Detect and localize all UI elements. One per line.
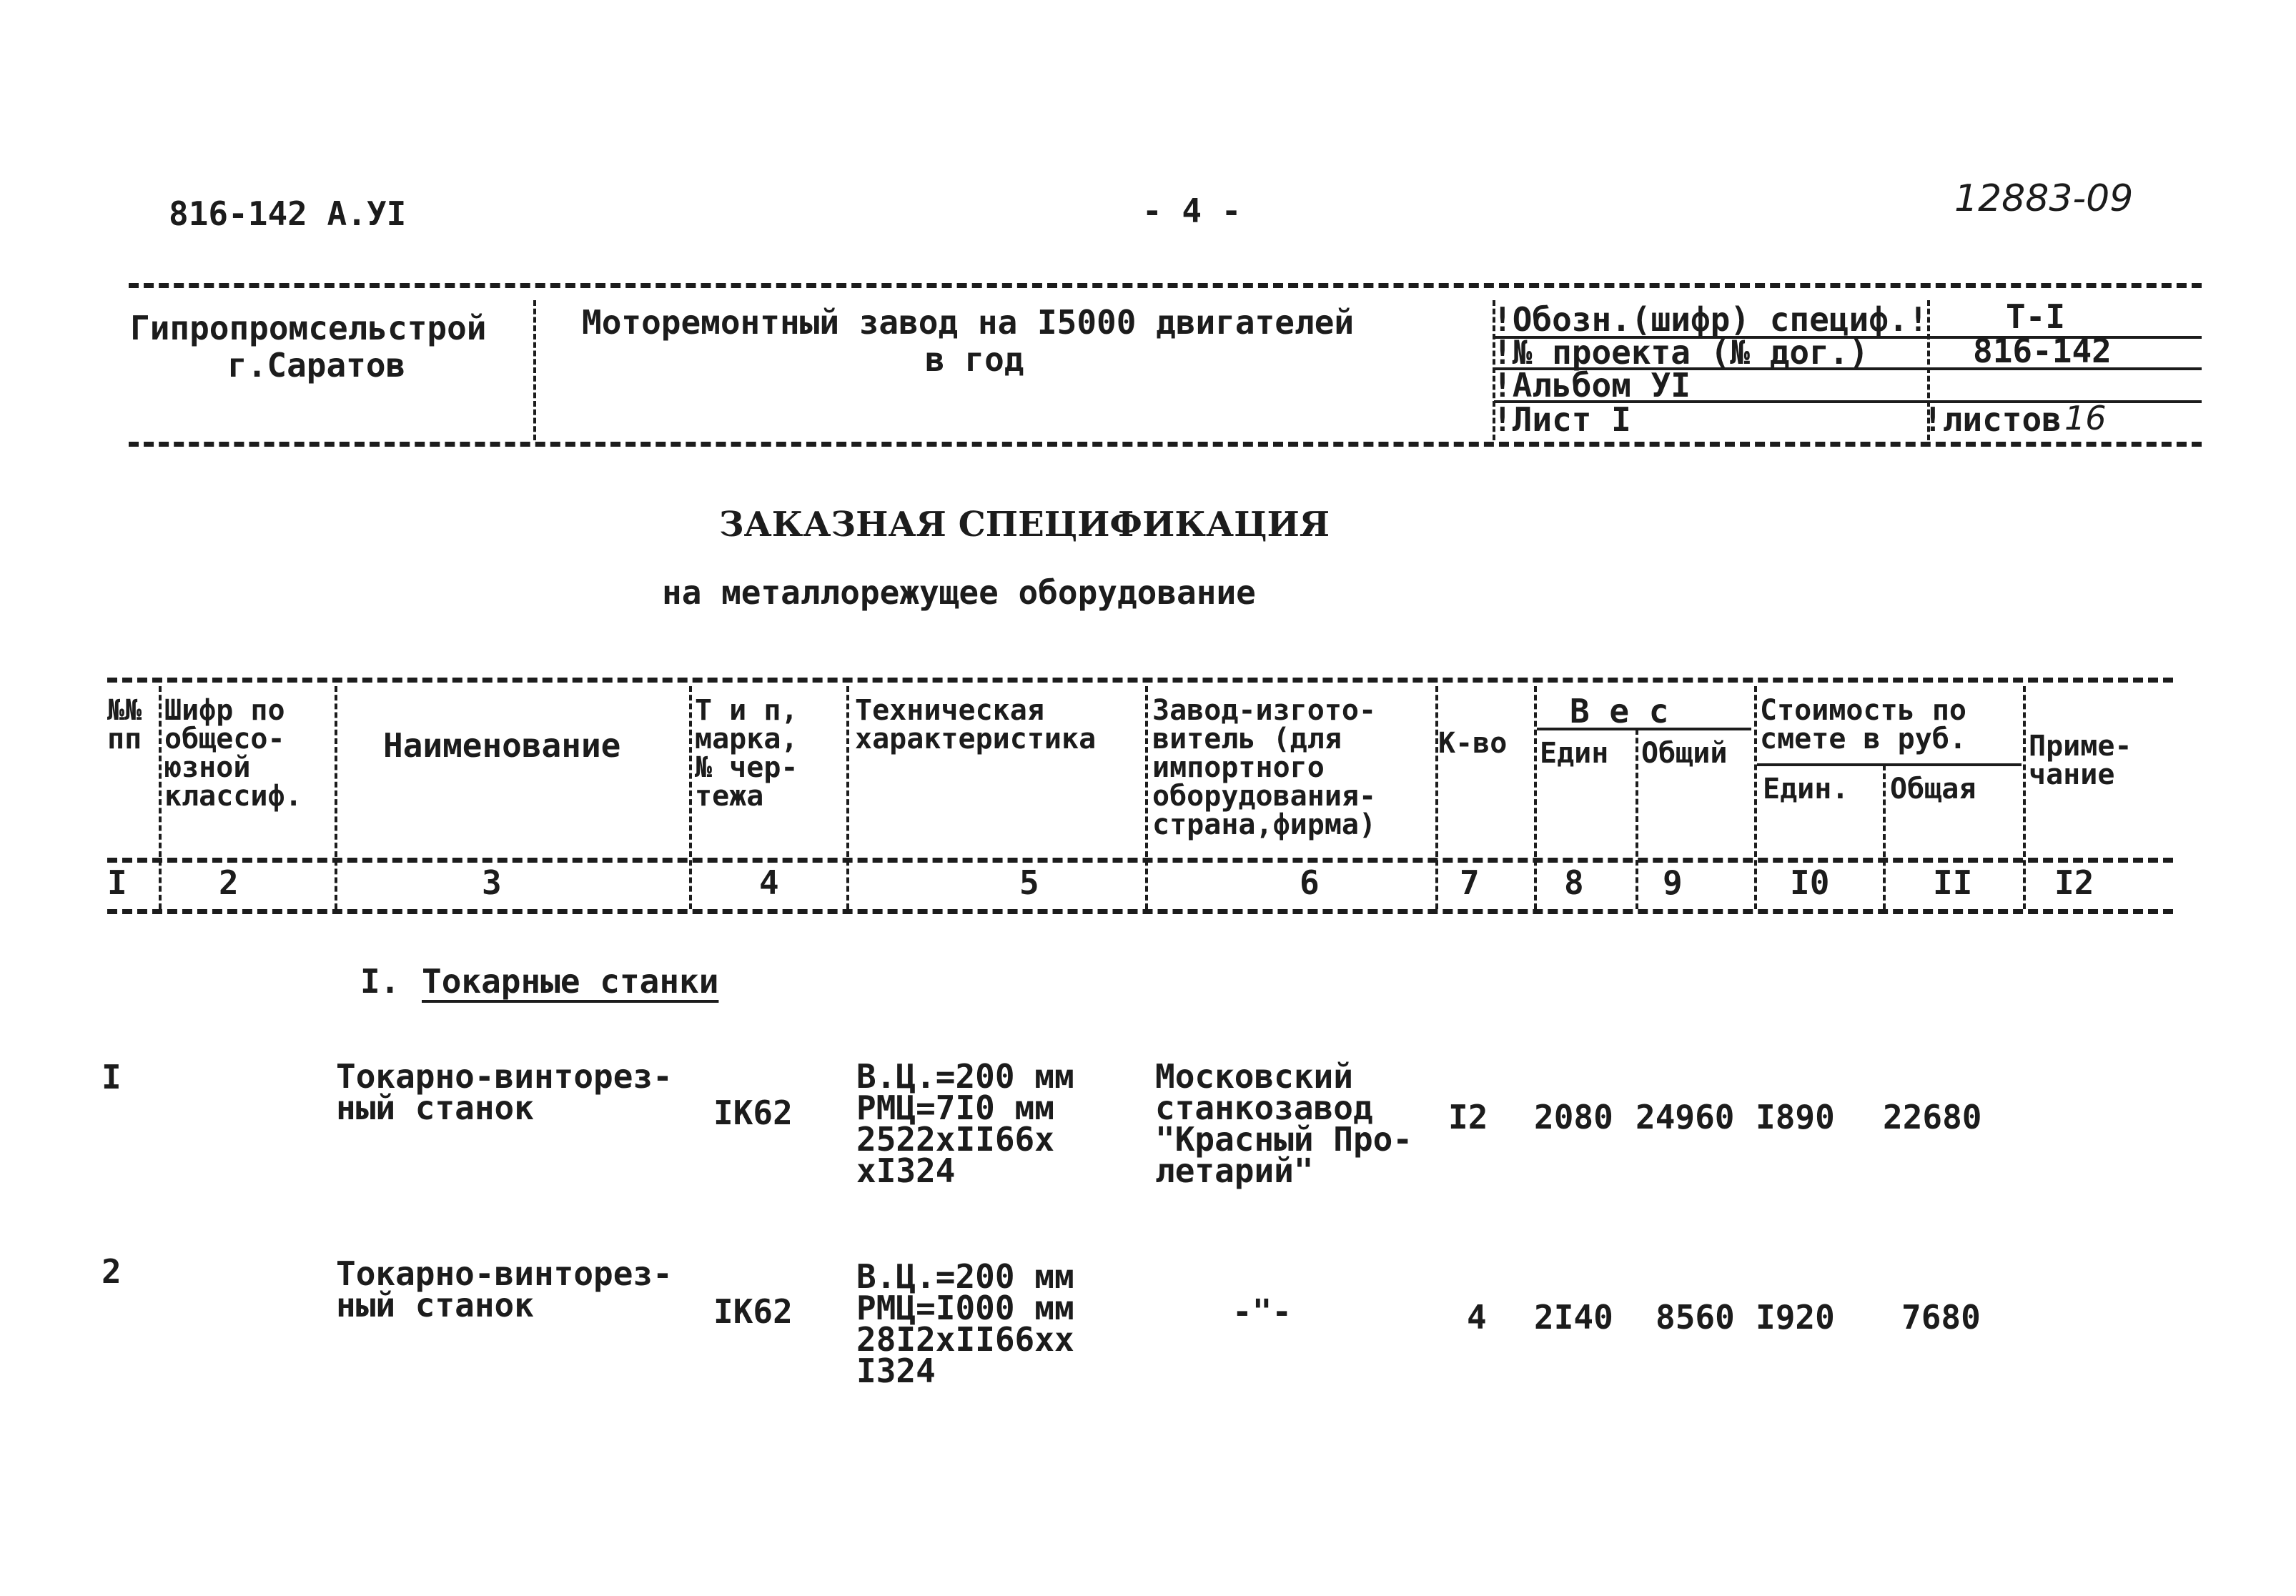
header-cost-total: Общая — [1890, 773, 1976, 806]
row-tech-spec: В.Ц.=200 мм РМЦ=I000 мм 28I2хII66хх I324 — [856, 1257, 1074, 1390]
album-label: !Альбом УI — [1493, 366, 1691, 405]
column-number: I0 — [1790, 863, 1830, 902]
row-number: 2 — [102, 1252, 122, 1291]
divider — [1883, 765, 1886, 909]
row-cost-total: 7680 — [1901, 1298, 1981, 1337]
divider — [1534, 686, 1537, 909]
divider — [129, 283, 2202, 288]
row-cost-total: 22680 — [1883, 1098, 1982, 1136]
divider — [1435, 686, 1438, 909]
project-number-value: 816-142 — [1973, 332, 2112, 370]
row-name: Токарно-винторез- ный станок — [336, 1254, 673, 1324]
column-number: 8 — [1564, 863, 1584, 902]
row-number: I — [102, 1058, 122, 1096]
divider — [335, 686, 337, 909]
row-weight-total: 8560 — [1656, 1298, 1735, 1337]
row-weight-total: 24960 — [1636, 1098, 1735, 1136]
sheet-label: !Лист I — [1493, 400, 1631, 439]
project-name: Моторемонтный завод на I5000 двигателей — [582, 303, 1355, 342]
row-cost-unit: I920 — [1756, 1298, 1835, 1337]
document-code: 816-142 А.УI — [169, 194, 407, 233]
section-number: I. — [360, 962, 400, 1001]
sheets-count-label: !листов — [1923, 400, 2062, 439]
divider — [846, 686, 849, 909]
row-quantity: I2 — [1448, 1098, 1488, 1136]
header-cost: Стоимость по смете в руб. — [1760, 694, 1966, 755]
divider — [159, 686, 162, 909]
row-weight-unit: 2080 — [1534, 1098, 1613, 1136]
row-name: Токарно-винторез- ный станок — [336, 1057, 673, 1127]
header-col-type: Т и п, марка, № чер- тежа — [695, 694, 798, 813]
divider — [129, 442, 2202, 447]
page-number: - 4 - — [1142, 192, 1242, 230]
column-number: 6 — [1300, 863, 1320, 902]
header-weight: В е с — [1570, 692, 1669, 730]
row-manufacturer: -"- — [1232, 1292, 1292, 1331]
divider — [1636, 729, 1638, 909]
header-col-quantity: К-во — [1438, 727, 1508, 760]
column-number: 7 — [1460, 863, 1480, 902]
column-number: II — [1933, 863, 1973, 902]
row-tech-spec: В.Ц.=200 мм РМЦ=7I0 мм 2522хII66х хI324 — [856, 1057, 1074, 1190]
header-col-class-code: Шифр по общесо- юзной классиф. — [164, 694, 302, 813]
spec-subtitle: на металлорежущее оборудование — [662, 573, 1256, 612]
column-number: 4 — [759, 863, 779, 902]
spec-title: ЗАКАЗНАЯ СПЕЦИФИКАЦИЯ — [719, 505, 1330, 545]
header-weight-total: Общий — [1641, 737, 1728, 770]
organization-name: Гипропромсельстрой — [130, 309, 487, 347]
column-number: I — [107, 863, 127, 902]
column-number: I2 — [2054, 863, 2094, 902]
row-cost-unit: I890 — [1756, 1098, 1835, 1136]
spec-code-value: Т-I — [2006, 297, 2066, 336]
divider — [107, 678, 2173, 683]
project-number-label: !№ проекта (№ дог.) — [1493, 333, 1869, 372]
header-col-note: Приме- чание — [2029, 730, 2132, 791]
divider — [2023, 686, 2026, 909]
project-name-cont: в год — [925, 340, 1024, 379]
header-cost-unit: Един. — [1763, 773, 1849, 806]
divider — [1754, 686, 1757, 909]
divider — [1145, 686, 1148, 909]
divider — [1757, 763, 2022, 766]
divider — [107, 909, 2173, 914]
spec-code-label: !Обозн.(шифр) специф.! — [1493, 300, 1929, 339]
column-number: 9 — [1663, 863, 1683, 902]
header-col-name: Наименование — [383, 726, 621, 765]
header-col-number: №№ пп — [107, 694, 142, 755]
row-weight-unit: 2I40 — [1534, 1298, 1613, 1337]
handwritten-registration-number: 12883-09 — [1954, 177, 2134, 220]
header-col-tech-spec: Техническая характеристика — [855, 694, 1097, 755]
row-manufacturer: Московский станкозавод "Красный Про- летарий" — [1155, 1057, 1413, 1190]
column-number: 2 — [219, 863, 239, 902]
divider — [107, 858, 2173, 863]
row-type: IК62 — [713, 1292, 793, 1331]
header-weight-unit: Един — [1540, 737, 1609, 770]
section-title: Токарные станки — [422, 962, 719, 1001]
row-quantity: 4 — [1467, 1298, 1487, 1337]
sheets-count-handwritten: 16 — [2064, 399, 2107, 437]
divider — [533, 300, 536, 440]
column-number: 3 — [482, 863, 502, 902]
divider — [689, 686, 692, 909]
column-number: 5 — [1019, 863, 1039, 902]
row-type: IК62 — [713, 1094, 793, 1132]
header-col-manufacturer: Завод-изгото- витель (для импортного оборудования- страна,фирма) — [1152, 694, 1377, 841]
organization-city: г.Саратов — [227, 346, 406, 385]
